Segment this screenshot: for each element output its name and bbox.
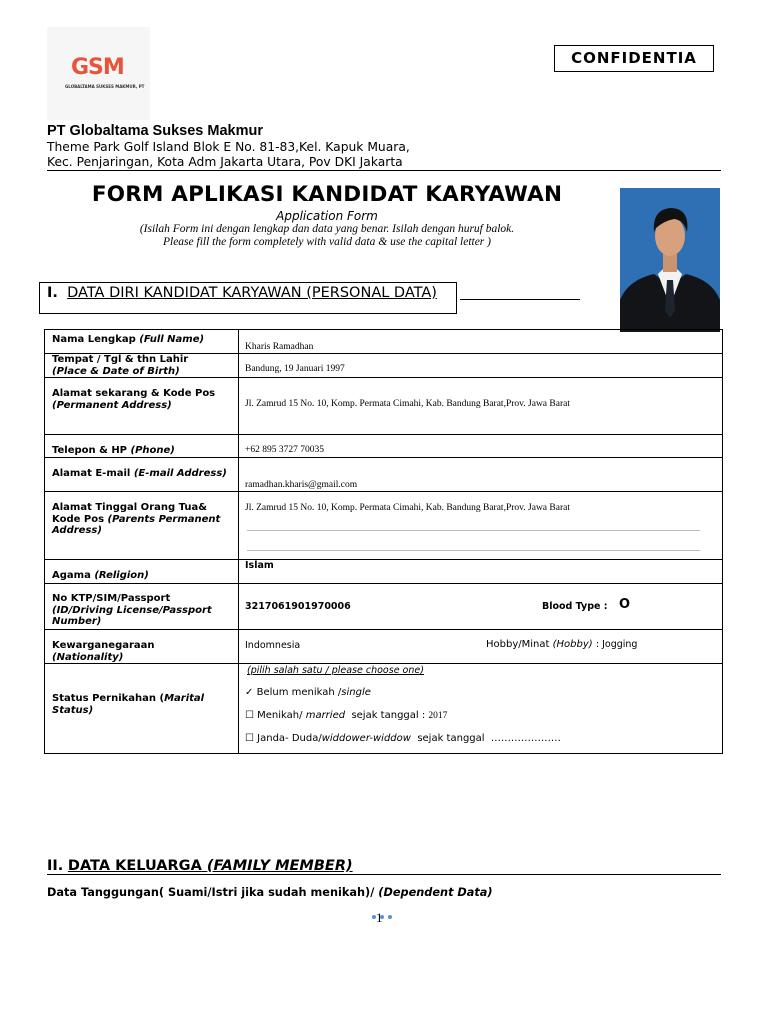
birth-value: Bandung, 19 Januari 1997 bbox=[245, 364, 345, 374]
table-row bbox=[45, 560, 723, 584]
section2-heading bbox=[47, 858, 353, 874]
section1-underline-tail bbox=[460, 299, 580, 300]
married-since-value: 2017 bbox=[428, 711, 448, 721]
table-row bbox=[45, 458, 723, 492]
table-row bbox=[45, 664, 723, 754]
section1-number: I. bbox=[47, 285, 58, 301]
company-address-line1: Theme Park Golf Island Blok E No. 81-83,Kel. Kapuk Muara, bbox=[47, 140, 410, 154]
nationality-value: Indomnesia bbox=[245, 640, 301, 651]
blood-type-label: Blood Type : bbox=[542, 601, 608, 612]
value-email bbox=[239, 458, 723, 492]
id-number-value: 3217061901970006 bbox=[245, 601, 351, 612]
dotted-line bbox=[247, 550, 700, 551]
dependent-data-heading: Data Tanggungan( Suami/Istri jika sudah menikah)/ (Dependent Data) bbox=[47, 886, 493, 899]
check-icon: ✓ bbox=[245, 687, 254, 698]
checkbox-icon: ☐ bbox=[245, 710, 254, 721]
value-phone bbox=[239, 435, 723, 458]
label-full-name: Nama Lengkap (Full Name) bbox=[45, 330, 239, 354]
label-religion: Agama (Religion) bbox=[45, 560, 239, 584]
table-row bbox=[45, 630, 723, 664]
widowed-since-value: ………………… bbox=[490, 733, 561, 744]
candidate-photo bbox=[620, 188, 720, 332]
personal-data-table bbox=[44, 329, 723, 754]
table-row bbox=[45, 435, 723, 458]
value-birth bbox=[239, 354, 723, 378]
table-row bbox=[45, 330, 723, 354]
parents-address-value: Jl. Zamrud 15 No. 10, Komp. Permata Cimahi, Kab. Bandung Barat,Prov. Jawa Barat bbox=[245, 503, 570, 513]
logo-mark: GSM bbox=[71, 55, 124, 80]
label-nationality: Kewarganegaraan (Nationality) bbox=[45, 630, 239, 664]
value-parents-address bbox=[239, 492, 723, 560]
full-name-value: Kharis Ramadhan bbox=[245, 342, 314, 352]
company-logo bbox=[47, 27, 150, 120]
value-nationality bbox=[239, 630, 723, 664]
instruction-indonesian: (Isilah Form ini dengan lengkap dan data yang benar. Isilah dengan huruf balok. bbox=[139, 223, 515, 235]
value-marital-status bbox=[239, 664, 723, 754]
hobby-value: : Jogging bbox=[595, 639, 638, 650]
value-address bbox=[239, 378, 723, 435]
confidential-label: CONFIDENTIA bbox=[554, 45, 714, 72]
label-parents-address: Alamat Tinggal Orang Tua& Kode Pos (Parents Permanent Address) bbox=[45, 492, 239, 560]
blood-type-value: O bbox=[619, 597, 631, 612]
section2-number: II. bbox=[47, 858, 64, 874]
religion-value: Islam bbox=[245, 560, 274, 571]
header-divider bbox=[47, 170, 721, 171]
label-marital-status: Status Pernikahan (Marital Status) bbox=[45, 664, 239, 754]
marital-option-single: ✓ Belum menikah /single bbox=[245, 687, 371, 698]
value-id-number bbox=[239, 584, 723, 630]
checkbox-icon: ☐ bbox=[245, 733, 254, 744]
table-row bbox=[45, 584, 723, 630]
marital-option-married: ☐ Menikah/ married sejak tanggal : 2017 bbox=[245, 710, 448, 721]
section1-title: DATA DIRI KANDIDAT KARYAWAN (PERSONAL DATA) bbox=[67, 285, 437, 301]
logo-subtext: GLOBALTAMA SUKSES MAKMUR, PT bbox=[65, 84, 145, 89]
marital-option-widowed: ☐ Janda- Duda/widdower-widdow sejak tanggal ………………… bbox=[245, 733, 561, 744]
address-value: Jl. Zamrud 15 No. 10, Komp. Permata Cimahi, Kab. Bandung Barat,Prov. Jawa Barat bbox=[245, 399, 570, 409]
hobby-label: Hobby/Minat (Hobby) : Jogging bbox=[486, 639, 638, 650]
table-row bbox=[45, 492, 723, 560]
phone-value: +62 895 3727 70035 bbox=[245, 445, 324, 455]
email-value: ramadhan.kharis@gmail.com bbox=[245, 480, 358, 490]
form-title: FORM APLIKASI KANDIDAT KARYAWAN bbox=[91, 182, 563, 207]
label-phone: Telepon & HP (Phone) bbox=[45, 435, 239, 458]
dotted-line bbox=[247, 530, 700, 531]
company-address-line2: Kec. Penjaringan, Kota Adm Jakarta Utara, Pov DKI Jakarta bbox=[47, 155, 403, 169]
label-address: Alamat sekarang & Kode Pos (Permanent Address) bbox=[45, 378, 239, 435]
section1-heading bbox=[47, 285, 437, 301]
form-subtitle: Application Form bbox=[276, 209, 378, 223]
label-email: Alamat E-mail (E-mail Address) bbox=[45, 458, 239, 492]
section2-title: DATA KELUARGA (FAMILY MEMBER) bbox=[67, 858, 353, 874]
section2-divider bbox=[47, 874, 721, 875]
table-row bbox=[45, 354, 723, 378]
company-name: PT Globaltama Sukses Makmur bbox=[47, 123, 263, 139]
label-birth: Tempat / Tgl & thn Lahir (Place & Date of Birth) bbox=[45, 354, 239, 378]
page-number: 1 bbox=[376, 910, 383, 925]
value-religion bbox=[239, 560, 723, 584]
instruction-english: Please fill the form completely with valid data & use the capital letter ) bbox=[162, 236, 491, 248]
table-row bbox=[45, 378, 723, 435]
marital-hint: (pilih salah satu / please choose one) bbox=[247, 665, 424, 676]
value-full-name bbox=[239, 330, 723, 354]
label-id-number: No KTP/SIM/Passport (ID/Driving License/Passport Number) bbox=[45, 584, 239, 630]
